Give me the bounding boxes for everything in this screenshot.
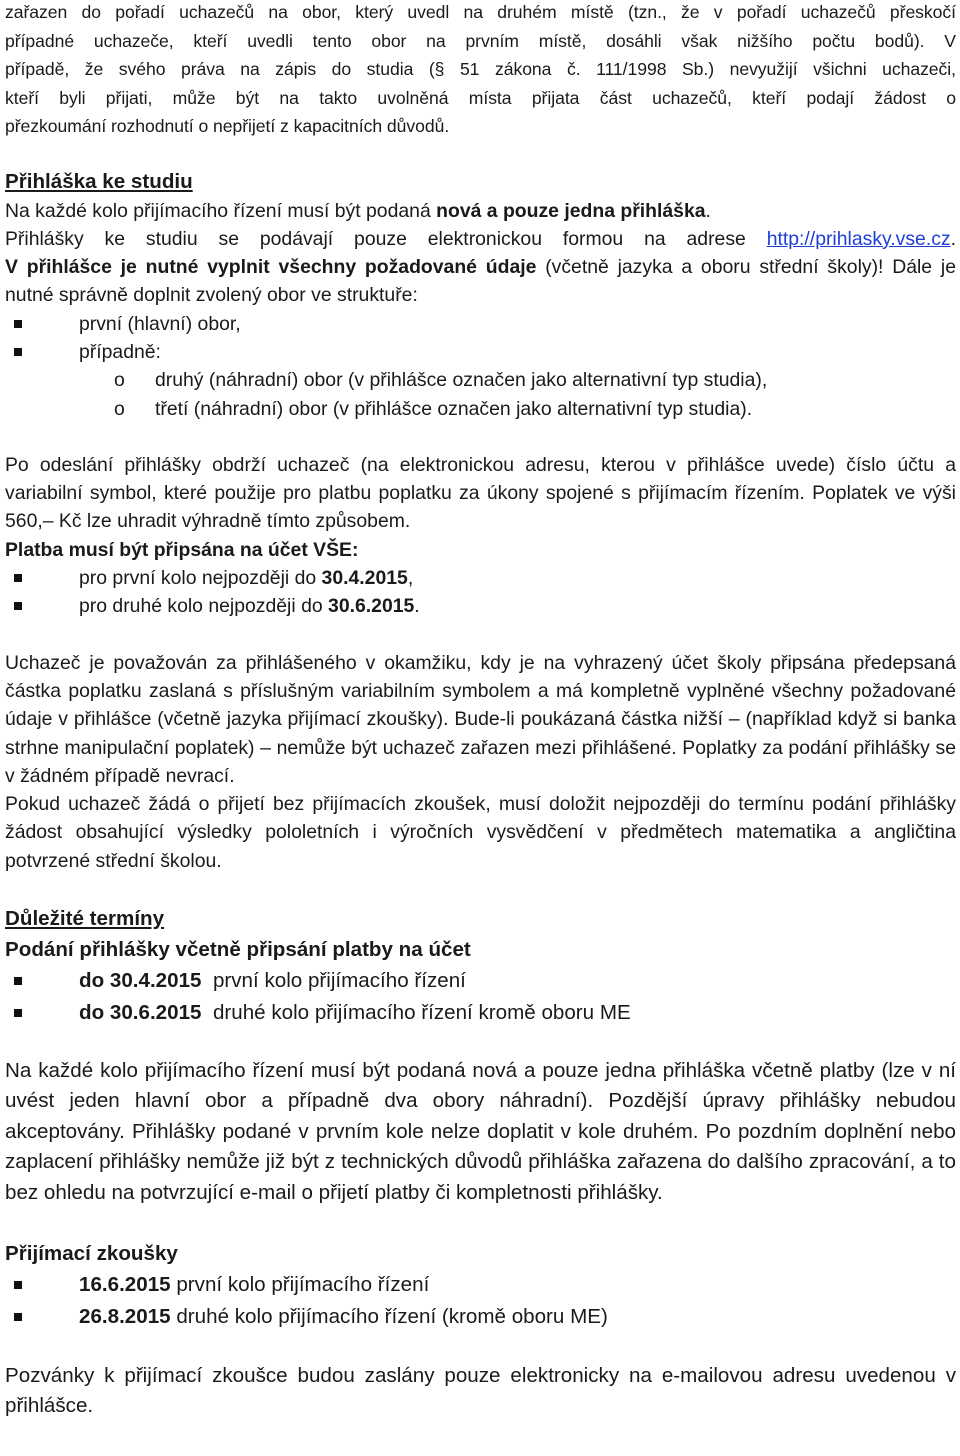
sub-item-text: druhý (náhradní) obor (v přihlášce označen jako alternativní typ studia), [155,369,768,392]
circle-bullet-icon: o [114,369,125,392]
dates-section [5,903,956,1208]
item-date: 30.4.2015 [321,567,408,590]
item-text: první kolo přijímacího řízení [170,1273,430,1297]
application-sublist [5,366,956,423]
list-item: první (hlavní) obor, [5,310,956,338]
sub-item-text: třetí (náhradní) obor (v přihlášce označen jako alternativní typ studia). [155,397,753,420]
item-text: . [414,595,420,618]
intro-line: přezkoumání rozhodnutí o nepřijetí z kapacitních důvodů. [5,116,450,136]
sub-list-item [5,395,956,423]
application-line-1 [5,197,956,225]
application-line-3 [5,253,956,310]
list-item [5,1301,956,1333]
exams-heading: Přijímací zkoušky [5,1242,178,1266]
dates-list [5,965,956,1029]
line-bold: V přihlášce je nutné vyplnit všechny požadované údaje [5,256,537,279]
item-date: 16.6.2015 [79,1273,171,1297]
payment-section [5,451,956,621]
line-text: . [705,199,711,222]
circle-bullet-icon: o [114,397,125,420]
intro-paragraph [5,0,956,141]
item-date: 26.8.2015 [79,1305,171,1329]
sub-list-item [5,366,956,394]
applicant-section [5,649,956,875]
dates-heading: Důležité termíny [5,907,165,931]
item-text: pro první kolo nejpozději do [79,567,322,590]
application-heading-text: Přihláška ke studiu [5,169,193,193]
list-item [5,965,956,997]
exams-list [5,1269,956,1333]
list-item [5,997,956,1029]
application-list [5,310,956,367]
intro-line: případné uchazeče, kteří uvedli tento obor na prvním místě, dosáhli však nižšího počtu bodů). V [5,30,956,51]
item-date: 30.6.2015 [328,595,415,618]
line-text: . [950,227,956,250]
item-text: druhé kolo přijímacího řízení kromě oboru ME [201,1001,631,1025]
item-text: , [407,567,414,590]
payment-text: Po odeslání přihlášky obdrží uchazeč (na elektronickou adresu, kterou v přihlášce uvede) číslo účtu a variabilní symbol, které použije pro platbu poplatku za úkony spojené s přijímacím řízením. Poplatek ve výši 560,– Kč lze uhradit výhradně tímto způsobem. [5,453,956,533]
list-item [5,592,956,620]
document-page [5,0,956,1422]
intro-line: zařazen do pořadí uchazečů na obor, který uvedl na druhém místě (tzn., že v pořadí uchazečů přeskočí [5,2,956,22]
intro-line: případě, že svého práva na zápis do studia (§ 51 zákona č. 111/1998 Sb.) nevyužijí všichni uchazeči, [5,59,956,79]
list-item: případně: [5,338,956,366]
dates-note: Na každé kolo přijímacího řízení musí být podaná nová a pouze jedna přihláška včetně platby (lze v ní uvést jeden hlavní obor a případně dva obory náhradní). Pozdější úpravy přihlášky nebudou akceptovány. Přihlášky podané v prvním kole nelze doplatit v kole druhém. Po pozdním doplnění nebo zaplacení přihlášky nemůže již být z technických důvodů přihláška zařazena do dalšího zpracování, a to bez ohledu na potvrzující e-mail o přijetí platby či kompletnosti přihlášky. [5,1059,956,1204]
applicant-paragraph-2: Pokud uchazeč žádá o přijetí bez přijímacích zkoušek, musí doložit nejpozději do termínu podání přihlášky žádost obsahující výsledky pololetních i výročních vysvědčení v předmětech matematika a angličtina potvrzené střední školou. [5,793,956,872]
item-date: do 30.4.2015 [79,969,202,993]
payment-heading: Platba musí být připsána na účet VŠE: [5,538,359,561]
item-text: pro druhé kolo nejpozději do [79,595,329,618]
applicant-paragraph-1: Uchazeč je považován za přihlášeného v okamžiku, kdy je na vyhrazený účet školy připsána předepsaná částka poplatku zaslaná s příslušným variabilním symbolem a má kompletně vyplněné všechny požadované údaje v přihlášce (včetně jazyka přijímací zkoušky). Bude-li poukázaná částka nižší – (například když si banka strhne manipulační poplatek) – nemůže být uchazeč zařazen mezi přihlášené. Poplatky za podání přihlášky se v žádném případě nevrací. [5,651,956,787]
item-text: druhé kolo přijímacího řízení (kromě oboru ME) [170,1305,608,1329]
exams-note: Pozvánky k přijímací zkoušce budou zaslány pouze elektronicky na e-mailovou adresu uvedenou v přihlášce. [5,1364,956,1418]
application-line-2 [5,225,956,253]
dates-subheading: Podání přihlášky včetně připsání platby na účet [5,938,471,962]
item-text: první kolo přijímacího řízení [201,969,466,993]
line-text: (včetně jazyka a oboru střední školy)! Dále je nutné správně doplnit zvolený obor ve struktuře: [5,256,956,307]
payment-list [5,564,956,621]
application-section [5,167,956,423]
item-date: do 30.6.2015 [79,1001,202,1025]
line-text: Přihlášky ke studiu se podávají pouze elektronickou formou na adrese [5,227,767,250]
line-bold: nová a pouze jedna přihláška [436,199,706,222]
intro-line: kteří byli přijati, může být na takto uvolněná místa přijata část uchazečů, kteří podají žádost o [5,87,956,108]
application-heading [5,167,956,197]
application-link[interactable]: http://prihlasky.vse.cz [766,227,951,250]
list-item [5,564,956,592]
list-item [5,1269,956,1301]
line-text: Na každé kolo přijímacího řízení musí být podaná [5,199,437,222]
exams-section [5,1238,956,1422]
